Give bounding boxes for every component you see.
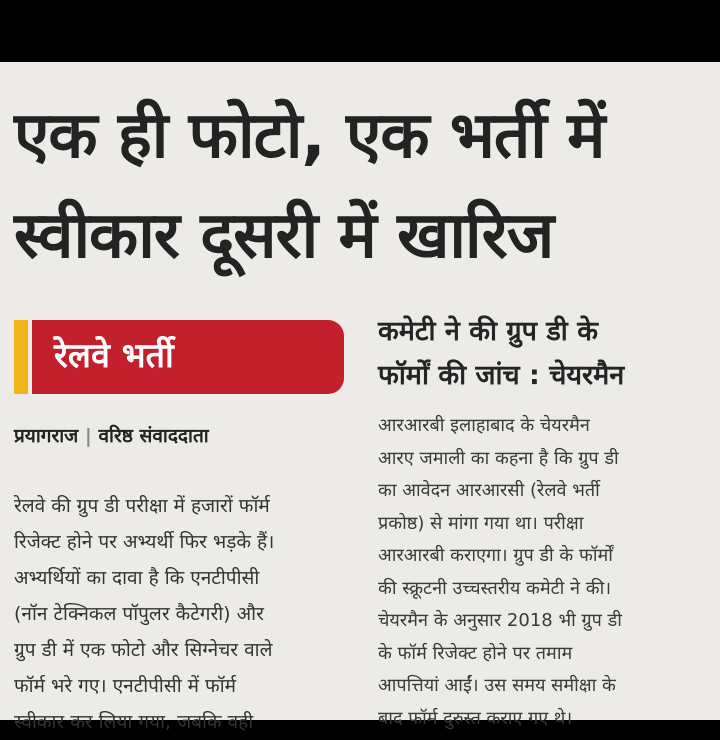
body-line: (नॉन टेक्निकल पॉपुलर कैटेगरी) और [14, 603, 264, 625]
dateline-byline: वरिष्ठ संवाददाता [98, 425, 209, 447]
body-line: आपत्तियां आईं। उस समय समीक्षा के [378, 675, 616, 696]
body-line: आरए जमाली का कहना है कि ग्रुप डी [378, 447, 619, 469]
body-line: प्रकोष्ठ) से मांगा गया था। परीक्षा [378, 512, 584, 534]
body-line: अभ्यर्थियों का दावा है कि एनटीपीसी [14, 567, 260, 589]
dateline-place: प्रयागराज [14, 425, 79, 447]
dateline-separator: | [84, 425, 92, 447]
left-column-body [14, 488, 354, 740]
subheadline-line: फॉर्मों की जांच : चेयरमैन [378, 360, 625, 391]
headline-line-1: एक ही फोटो, एक भर्ती में [14, 99, 605, 173]
body-line: चेयरमैन के अनुसार 2018 भी ग्रुप डी [378, 610, 622, 631]
body-line: आरआरबी इलाहाबाद के चेयरमैन [378, 415, 590, 436]
body-line: रेलवे की ग्रुप डी परीक्षा में हजारों फॉर्म [14, 495, 270, 517]
subheadline [378, 310, 708, 398]
newspaper-clipping [0, 62, 720, 733]
right-column-body [378, 410, 708, 735]
body-line: स्वीकार कर लिया गया, जबकि वही [14, 711, 254, 733]
body-line: की स्क्रूटनी उच्चस्तरीय कमेटी ने की। [378, 577, 612, 599]
body-line: बाद फॉर्म दुरुस्त कराए गए थे। [378, 707, 573, 729]
body-line: रिजेक्ट होने पर अभ्यर्थी फिर भड़के हैं। [14, 531, 275, 553]
body-line: का आवेदन आरआरसी (रेलवे भर्ती [378, 480, 600, 501]
body-line: ग्रुप डी में एक फोटो और सिग्नेचर वाले [14, 639, 273, 661]
badge-label: रेलवे भर्ती [54, 336, 174, 376]
body-line: के फॉर्म रिजेक्ट होने पर तमाम [378, 642, 573, 664]
dateline [14, 422, 209, 448]
headline-line-2: स्वीकार दूसरी में खारिज [14, 199, 554, 273]
body-line: आरआरबी कराएगा। ग्रुप डी के फॉर्मों [378, 545, 613, 566]
section-badge [14, 320, 346, 394]
badge-background [32, 320, 344, 394]
badge-accent-bar [14, 320, 28, 394]
subheadline-line: कमेटी ने की ग्रुप डी के [378, 316, 598, 347]
body-line: फॉर्म भरे गए। एनटीपीसी में फॉर्म [14, 675, 236, 697]
